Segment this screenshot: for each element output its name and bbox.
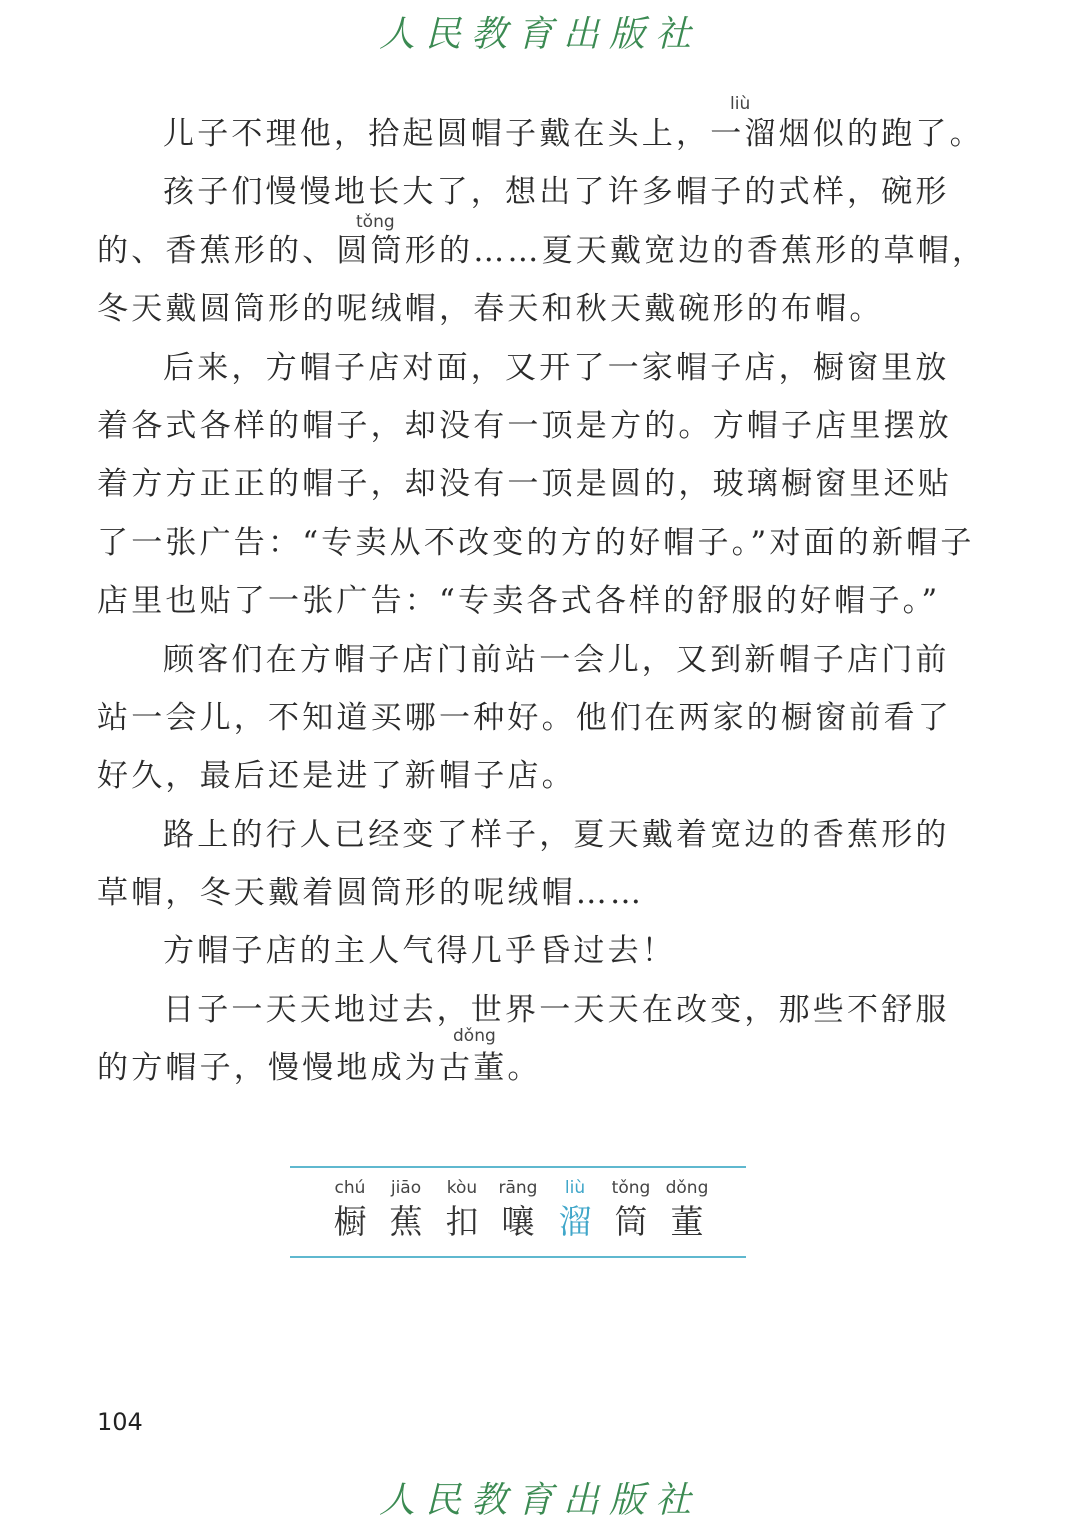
text-line: 日子一天天地过去，世界一天天在改变，那些不舒服	[163, 992, 950, 1028]
top-rule	[290, 1166, 746, 1168]
text-line: 儿子不理他，拾起圆帽子戴在头上，一溜烟似的跑了。	[163, 116, 984, 152]
new-characters-box	[290, 1166, 746, 1258]
pinyin-annotation: tǒng	[356, 212, 395, 232]
text-line: 顾客们在方帽子店门前站一会儿，又到新帽子店门前	[163, 642, 950, 678]
vocab-pinyin: jiāo	[390, 1178, 422, 1198]
text-line: 着方方正正的帽子，却没有一顶是圆的，玻璃橱窗里还贴	[97, 466, 952, 502]
text-line: 后来，方帽子店对面，又开了一家帽子店，橱窗里放	[163, 350, 950, 386]
text-line: 路上的行人已经变了样子，夏天戴着宽边的香蕉形的	[163, 817, 950, 853]
bottom-rule	[290, 1256, 746, 1258]
vocab-item	[488, 1176, 548, 1244]
vocab-item	[320, 1176, 380, 1244]
vocab-pinyin: kòu	[446, 1178, 478, 1198]
vocab-pinyin: liù	[564, 1178, 586, 1198]
vocab-pinyin: dǒng	[665, 1178, 709, 1198]
publisher-logo-bottom: 人民教育出版社	[378, 1480, 701, 1521]
vocab-character: 筒	[614, 1202, 648, 1241]
vocab-item	[657, 1176, 717, 1244]
publisher-logo-top: 人民教育出版社	[378, 14, 701, 55]
vocab-character: 橱	[333, 1202, 367, 1241]
text-line: 冬天戴圆筒形的呢绒帽，春天和秋天戴碗形的布帽。	[97, 291, 884, 327]
vocab-pinyin: rāng	[498, 1178, 538, 1198]
text-line: 的方帽子，慢慢地成为古董。	[97, 1050, 542, 1086]
text-line: 草帽，冬天戴着圆筒形的呢绒帽……	[97, 875, 645, 911]
text-line: 了一张广告：“专卖从不改变的方的好帽子。”对面的新帽子	[97, 525, 975, 561]
vocab-character: 蕉	[389, 1202, 423, 1241]
text-line: 着各式各样的帽子，却没有一顶是方的。方帽子店里摆放	[97, 408, 952, 444]
vocab-character: 嚷	[501, 1202, 535, 1241]
text-line: 好久，最后还是进了新帽子店。	[97, 758, 576, 794]
vocab-item	[432, 1176, 492, 1244]
text-line: 方帽子店的主人气得几乎昏过去！	[163, 933, 676, 969]
vocab-character: 溜	[558, 1202, 592, 1241]
vocab-character: 扣	[445, 1202, 479, 1241]
text-line: 孩子们慢慢地长大了，想出了许多帽子的式样，碗形	[163, 174, 950, 210]
page-number: 104	[97, 1408, 143, 1436]
vocab-character: 董	[670, 1202, 704, 1241]
vocab-pinyin: tǒng	[611, 1178, 651, 1198]
vocab-item	[376, 1176, 436, 1244]
vocab-item-highlighted	[545, 1176, 605, 1244]
vocab-item	[601, 1176, 661, 1244]
text-line: 店里也贴了一张广告：“专卖各式各样的舒服的好帽子。”	[97, 583, 941, 619]
pinyin-annotation: dǒng	[453, 1026, 496, 1046]
pinyin-annotation: liù	[730, 94, 751, 114]
text-line: 站一会儿，不知道买哪一种好。他们在两家的橱窗前看了	[97, 700, 952, 736]
text-line: 的、香蕉形的、圆筒形的……夏天戴宽边的香蕉形的草帽，	[97, 233, 987, 269]
vocab-pinyin: chú	[334, 1178, 366, 1198]
